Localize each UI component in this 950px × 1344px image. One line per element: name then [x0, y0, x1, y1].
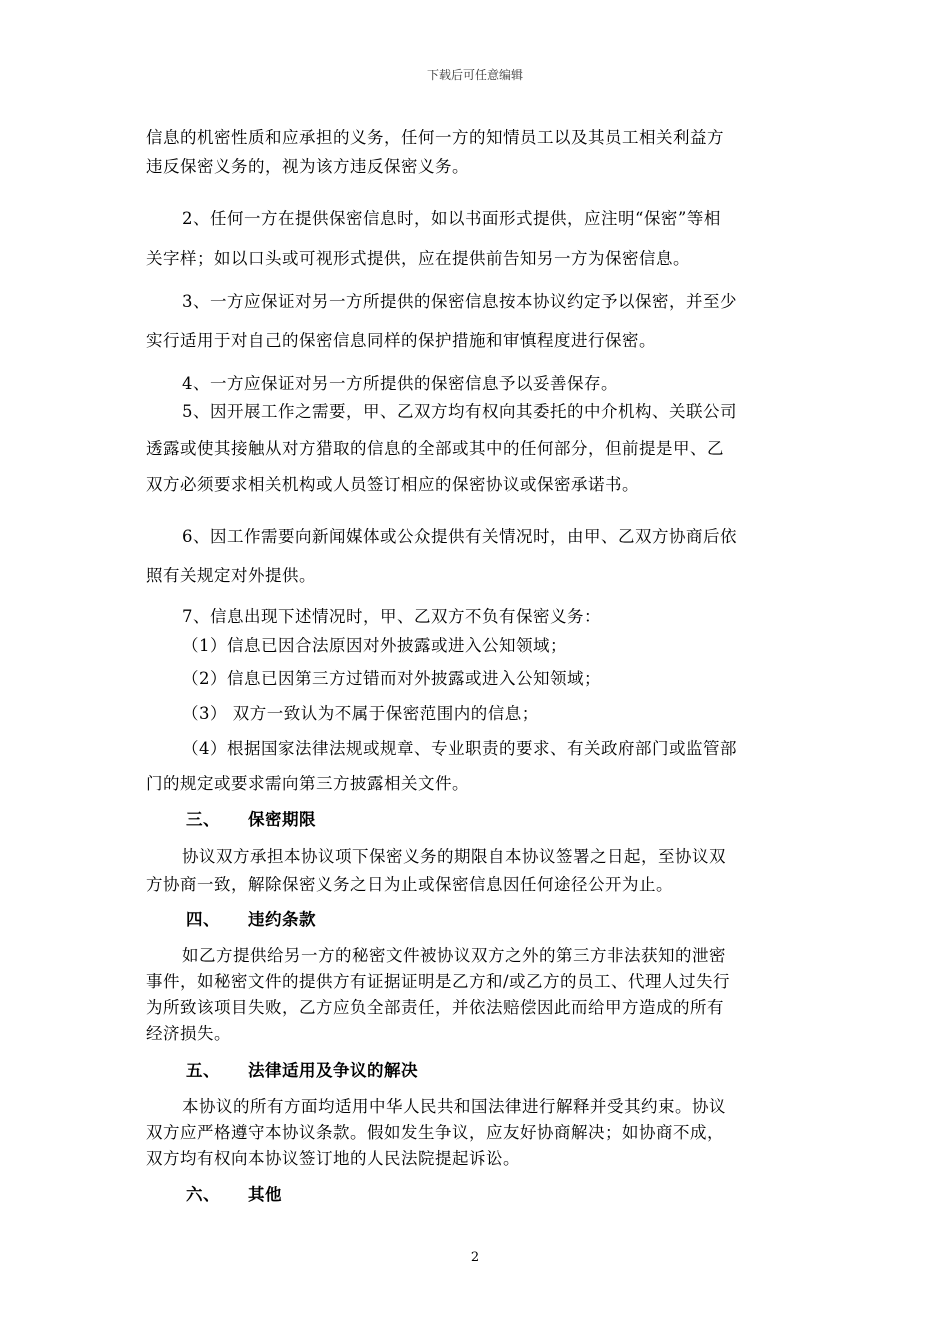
list-item: （2）信息已因第三方过错而对外披露或进入公知领域；	[182, 669, 601, 688]
paragraph-line: 协议双方承担本协议项下保密义务的期限自本协议签署之日起，至协议双	[182, 847, 726, 866]
section-heading	[186, 806, 316, 830]
section-title: 违约条款	[248, 910, 316, 929]
section-number: 五、	[186, 1061, 220, 1080]
paragraph-line: 关字样；如以口头或可视形式提供，应在提供前告知另一方为保密信息。	[146, 249, 690, 268]
paragraph-line: 方协商一致，解除保密义务之日为止或保密信息因任何途径公开为止。	[146, 875, 673, 894]
paragraph-line: 为所致该项目失败，乙方应负全部责任，并依法赔偿因此而给甲方造成的所有	[146, 998, 724, 1017]
paragraph-line: 透露或使其接触从对方猎取的信息的全部或其中的任何部分，但前提是甲、乙	[146, 439, 724, 458]
list-item: （3） 双方一致认为不属于保密范围内的信息；	[182, 704, 539, 723]
paragraph-line: 2、任何一方在提供保密信息时，如以书面形式提供，应注明“保密”等相	[182, 209, 721, 228]
paragraph-line: 5、因开展工作之需要，甲、乙双方均有权向其委托的中介机构、关联公司	[182, 402, 737, 421]
paragraph-line: 本协议的所有方面均适用中华人民共和国法律进行解释并受其约束。协议	[182, 1097, 726, 1116]
paragraph-line: 4、一方应保证对另一方所提供的保密信息予以妥善保存。	[182, 374, 618, 393]
list-item: （1）信息已因合法原因对外披露或进入公知领域；	[182, 636, 567, 655]
paragraph-line: 双方必须要求相关机构或人员签订相应的保密协议或保密承诺书。	[146, 475, 639, 494]
paragraph-line: 3、一方应保证对另一方所提供的保密信息按本协议约定予以保密，并至少	[182, 292, 737, 311]
section-title: 其他	[248, 1185, 282, 1204]
section-heading	[186, 1181, 282, 1205]
paragraph-line: 经济损失。	[146, 1024, 231, 1043]
paragraph-line: 违反保密义务的，视为该方违反保密义务。	[146, 157, 469, 176]
page-header: 下载后可任意编辑	[426, 68, 523, 82]
section-number: 四、	[186, 910, 220, 929]
paragraph-line: 双方均有权向本协议签订地的人民法院提起诉讼。	[146, 1149, 520, 1168]
paragraph-line: 7、信息出现下述情况时，甲、乙双方不负有保密义务：	[182, 607, 601, 626]
section-heading	[186, 1057, 418, 1081]
paragraph-line: 门的规定或要求需向第三方披露相关文件。	[146, 774, 469, 793]
section-title: 保密期限	[248, 810, 316, 829]
section-number: 六、	[186, 1185, 220, 1204]
paragraph-line: 6、因工作需要向新闻媒体或公众提供有关情况时，由甲、乙双方协商后依	[182, 527, 737, 546]
paragraph-line: 双方应严格遵守本协议条款。假如发生争议，应友好协商解决；如协商不成，	[146, 1123, 724, 1142]
section-title: 法律适用及争议的解决	[248, 1061, 418, 1080]
paragraph-line: 照有关规定对外提供。	[146, 566, 316, 585]
page-number: 2	[470, 1250, 480, 1265]
section-heading	[186, 906, 316, 930]
section-number: 三、	[186, 810, 220, 829]
list-item: （4）根据国家法律法规或规章、专业职责的要求、有关政府部门或监管部	[182, 739, 737, 758]
paragraph-line: 信息的机密性质和应承担的义务，任何一方的知情员工以及其员工相关利益方	[146, 128, 724, 147]
paragraph-line: 事件，如秘密文件的提供方有证据证明是乙方和/或乙方的员工、代理人过失行	[146, 972, 731, 991]
paragraph-line: 实行适用于对自己的保密信息同样的保护措施和审慎程度进行保密。	[146, 331, 656, 350]
paragraph-line: 如乙方提供给另一方的秘密文件被协议双方之外的第三方非法获知的泄密	[182, 946, 726, 965]
